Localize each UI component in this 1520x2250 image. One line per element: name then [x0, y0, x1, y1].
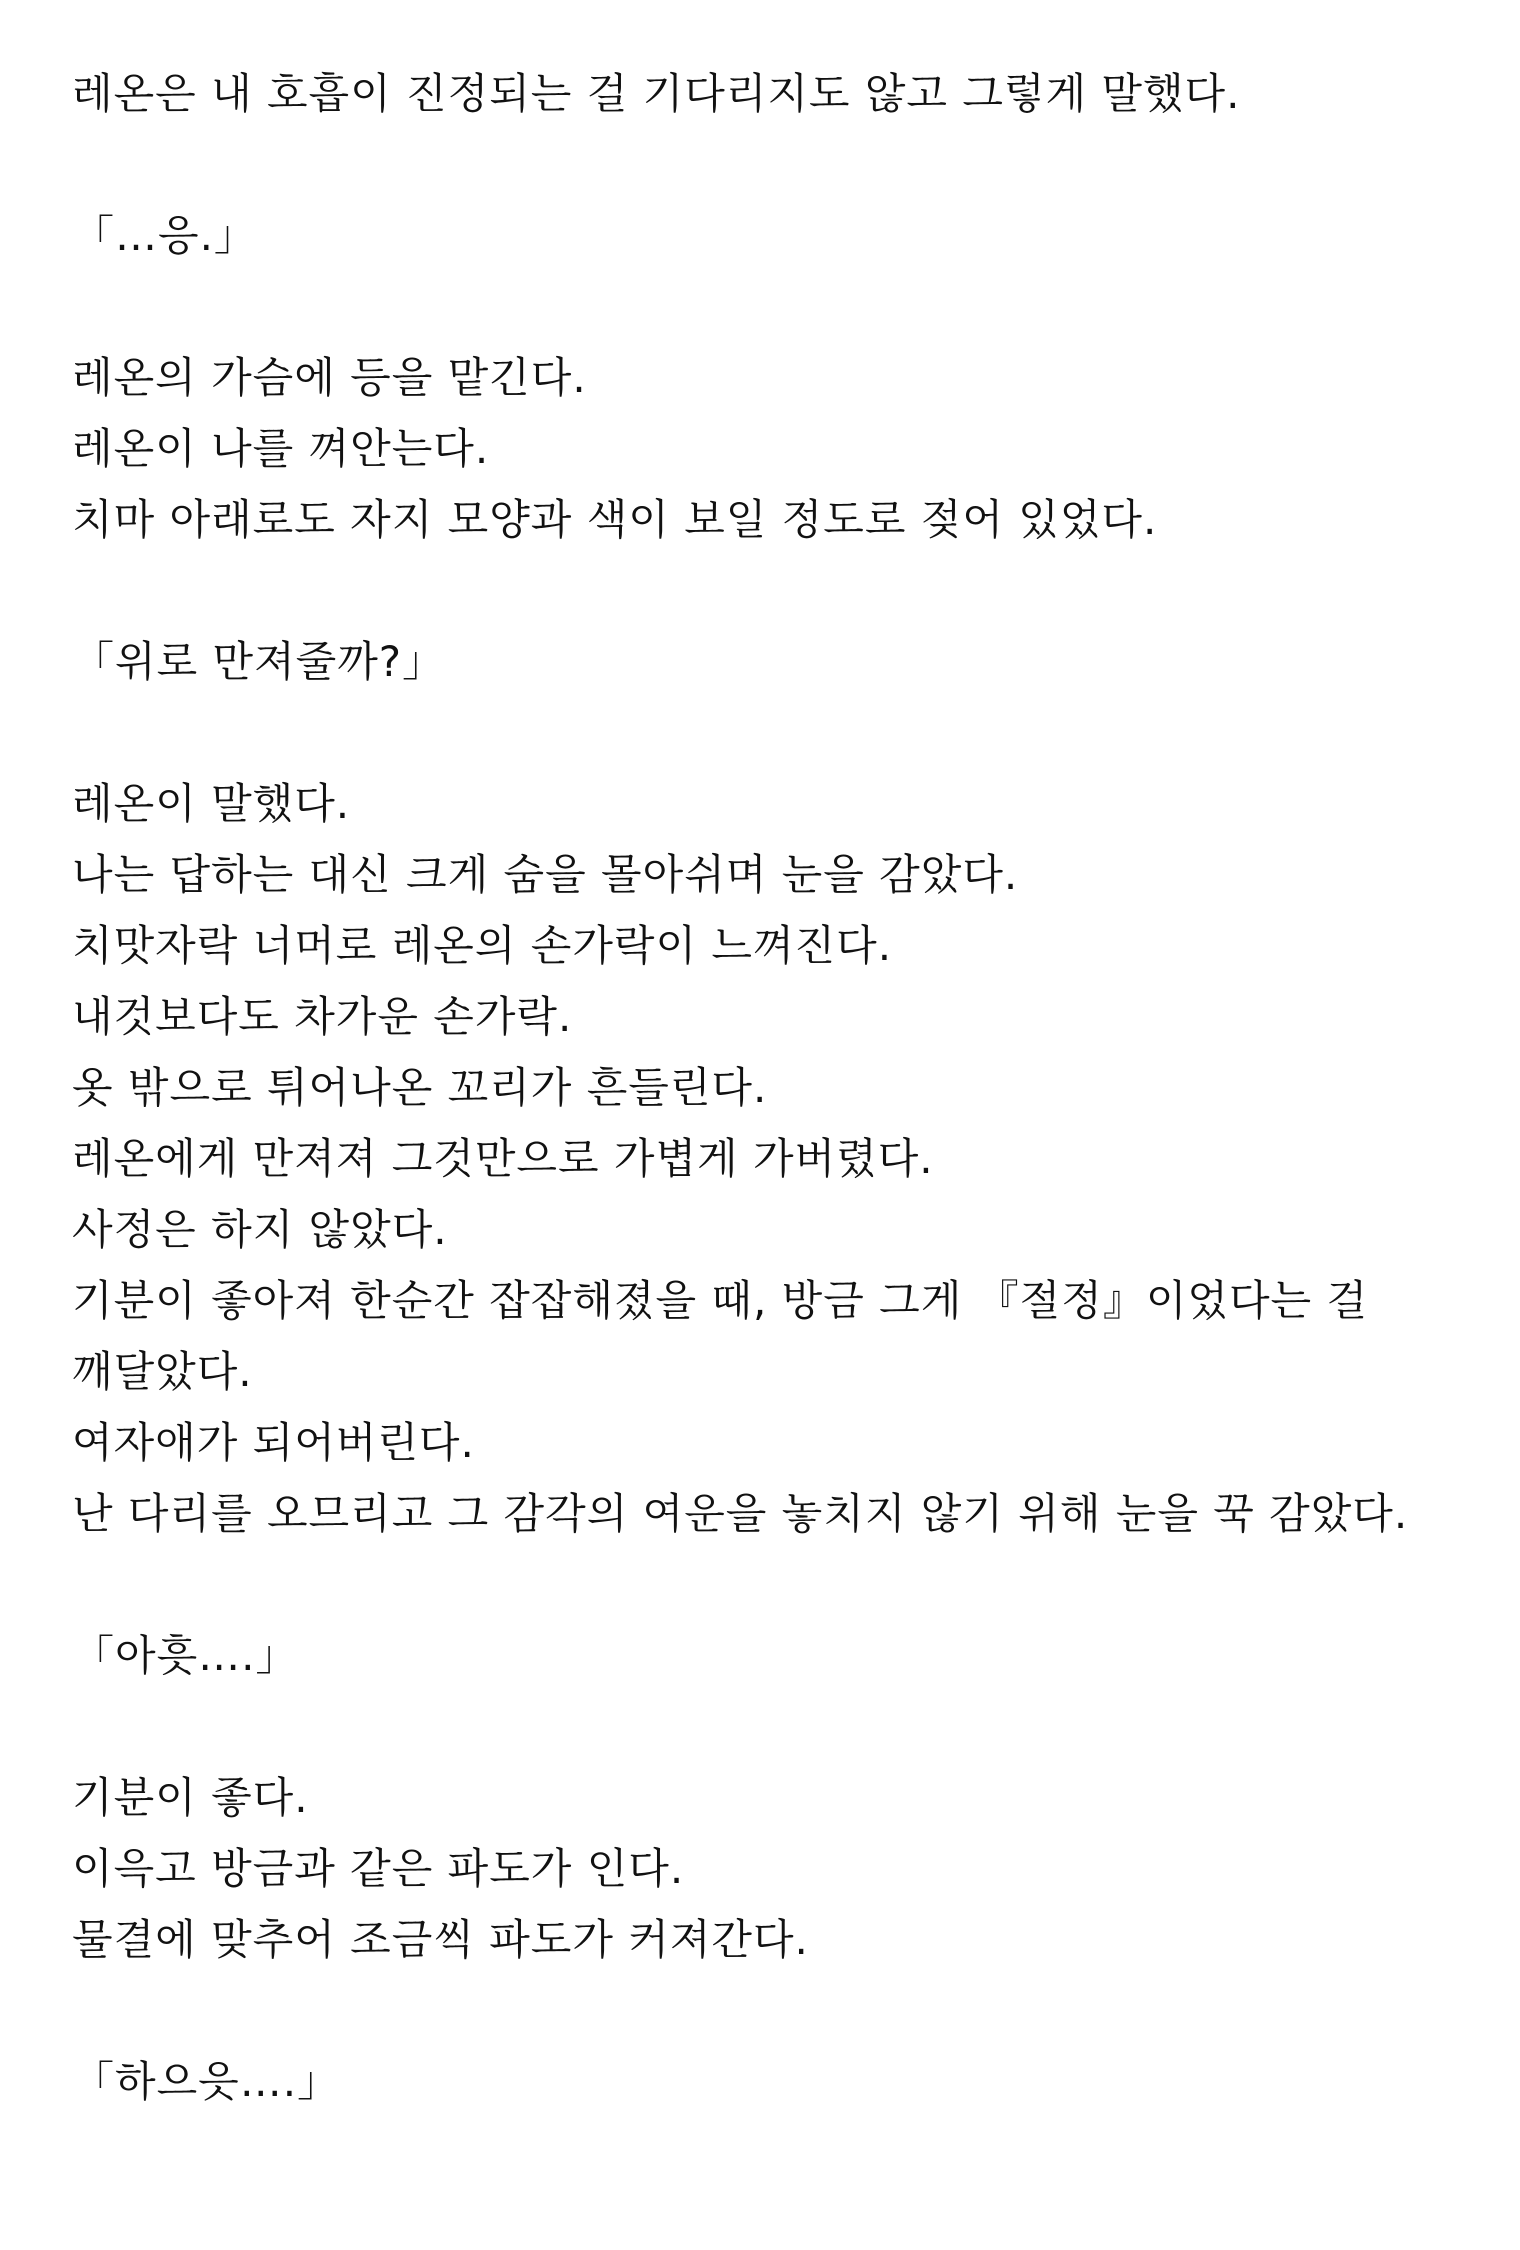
blank-line: [72, 129, 1472, 200]
blank-line: [72, 697, 1472, 768]
text-line: 레온이 말했다.: [72, 779, 351, 828]
text-line: 이윽고 방금과 같은 파도가 인다.: [72, 1844, 685, 1893]
dialogue-line: 「하으읏….」: [72, 2057, 341, 2106]
text-line: 치마 아래로도 자지 모양과 색이 보일 정도로 젖어 있었다.: [72, 495, 1158, 544]
text-line: 여자애가 되어버린다.: [72, 1418, 475, 1467]
text-line: 기분이 좋다.: [72, 1773, 309, 1822]
text-line: 레온은 내 호흡이 진정되는 걸 기다리지도 않고 그렇게 말했다.: [72, 69, 1241, 118]
text-line: 레온이 나를 껴안는다.: [72, 424, 490, 473]
text-line: 내것보다도 차가운 손가락.: [72, 992, 573, 1041]
text-line: 사정은 하지 않았다.: [72, 1205, 448, 1254]
blank-line: [72, 271, 1472, 342]
text-line: 물결에 맞추어 조금씩 파도가 커져간다.: [72, 1915, 809, 1964]
dialogue-line: 「아흣….」: [72, 1631, 299, 1680]
blank-line: [72, 1975, 1472, 2046]
text-line: 나는 답하는 대신 크게 숨을 몰아쉬며 눈을 감았다.: [72, 850, 1019, 899]
dialogue-line: 「…응.」: [72, 211, 257, 260]
text-line: 치맛자락 너머로 레온의 손가락이 느껴진다.: [72, 921, 893, 970]
blank-line: [72, 1691, 1472, 1762]
blank-line: [72, 1549, 1472, 1620]
novel-text: [72, 58, 1472, 2117]
text-line: 깨달았다.: [72, 1347, 253, 1396]
text-line: 난 다리를 오므리고 그 감각의 여운을 놓치지 않기 위해 눈을 꾹 감았다.: [72, 1489, 1409, 1538]
dialogue-line: 「위로 만져줄까?」: [72, 637, 446, 686]
text-line: 레온의 가슴에 등을 맡긴다.: [72, 353, 587, 402]
blank-line: [72, 555, 1472, 626]
text-line: 옷 밖으로 튀어나온 꼬리가 흔들린다.: [72, 1063, 768, 1112]
text-line: 레온에게 만져져 그것만으로 가볍게 가버렸다.: [72, 1134, 934, 1183]
text-line: 기분이 좋아져 한순간 잡잡해졌을 때, 방금 그게 『절정』이었다는 걸: [72, 1276, 1369, 1325]
